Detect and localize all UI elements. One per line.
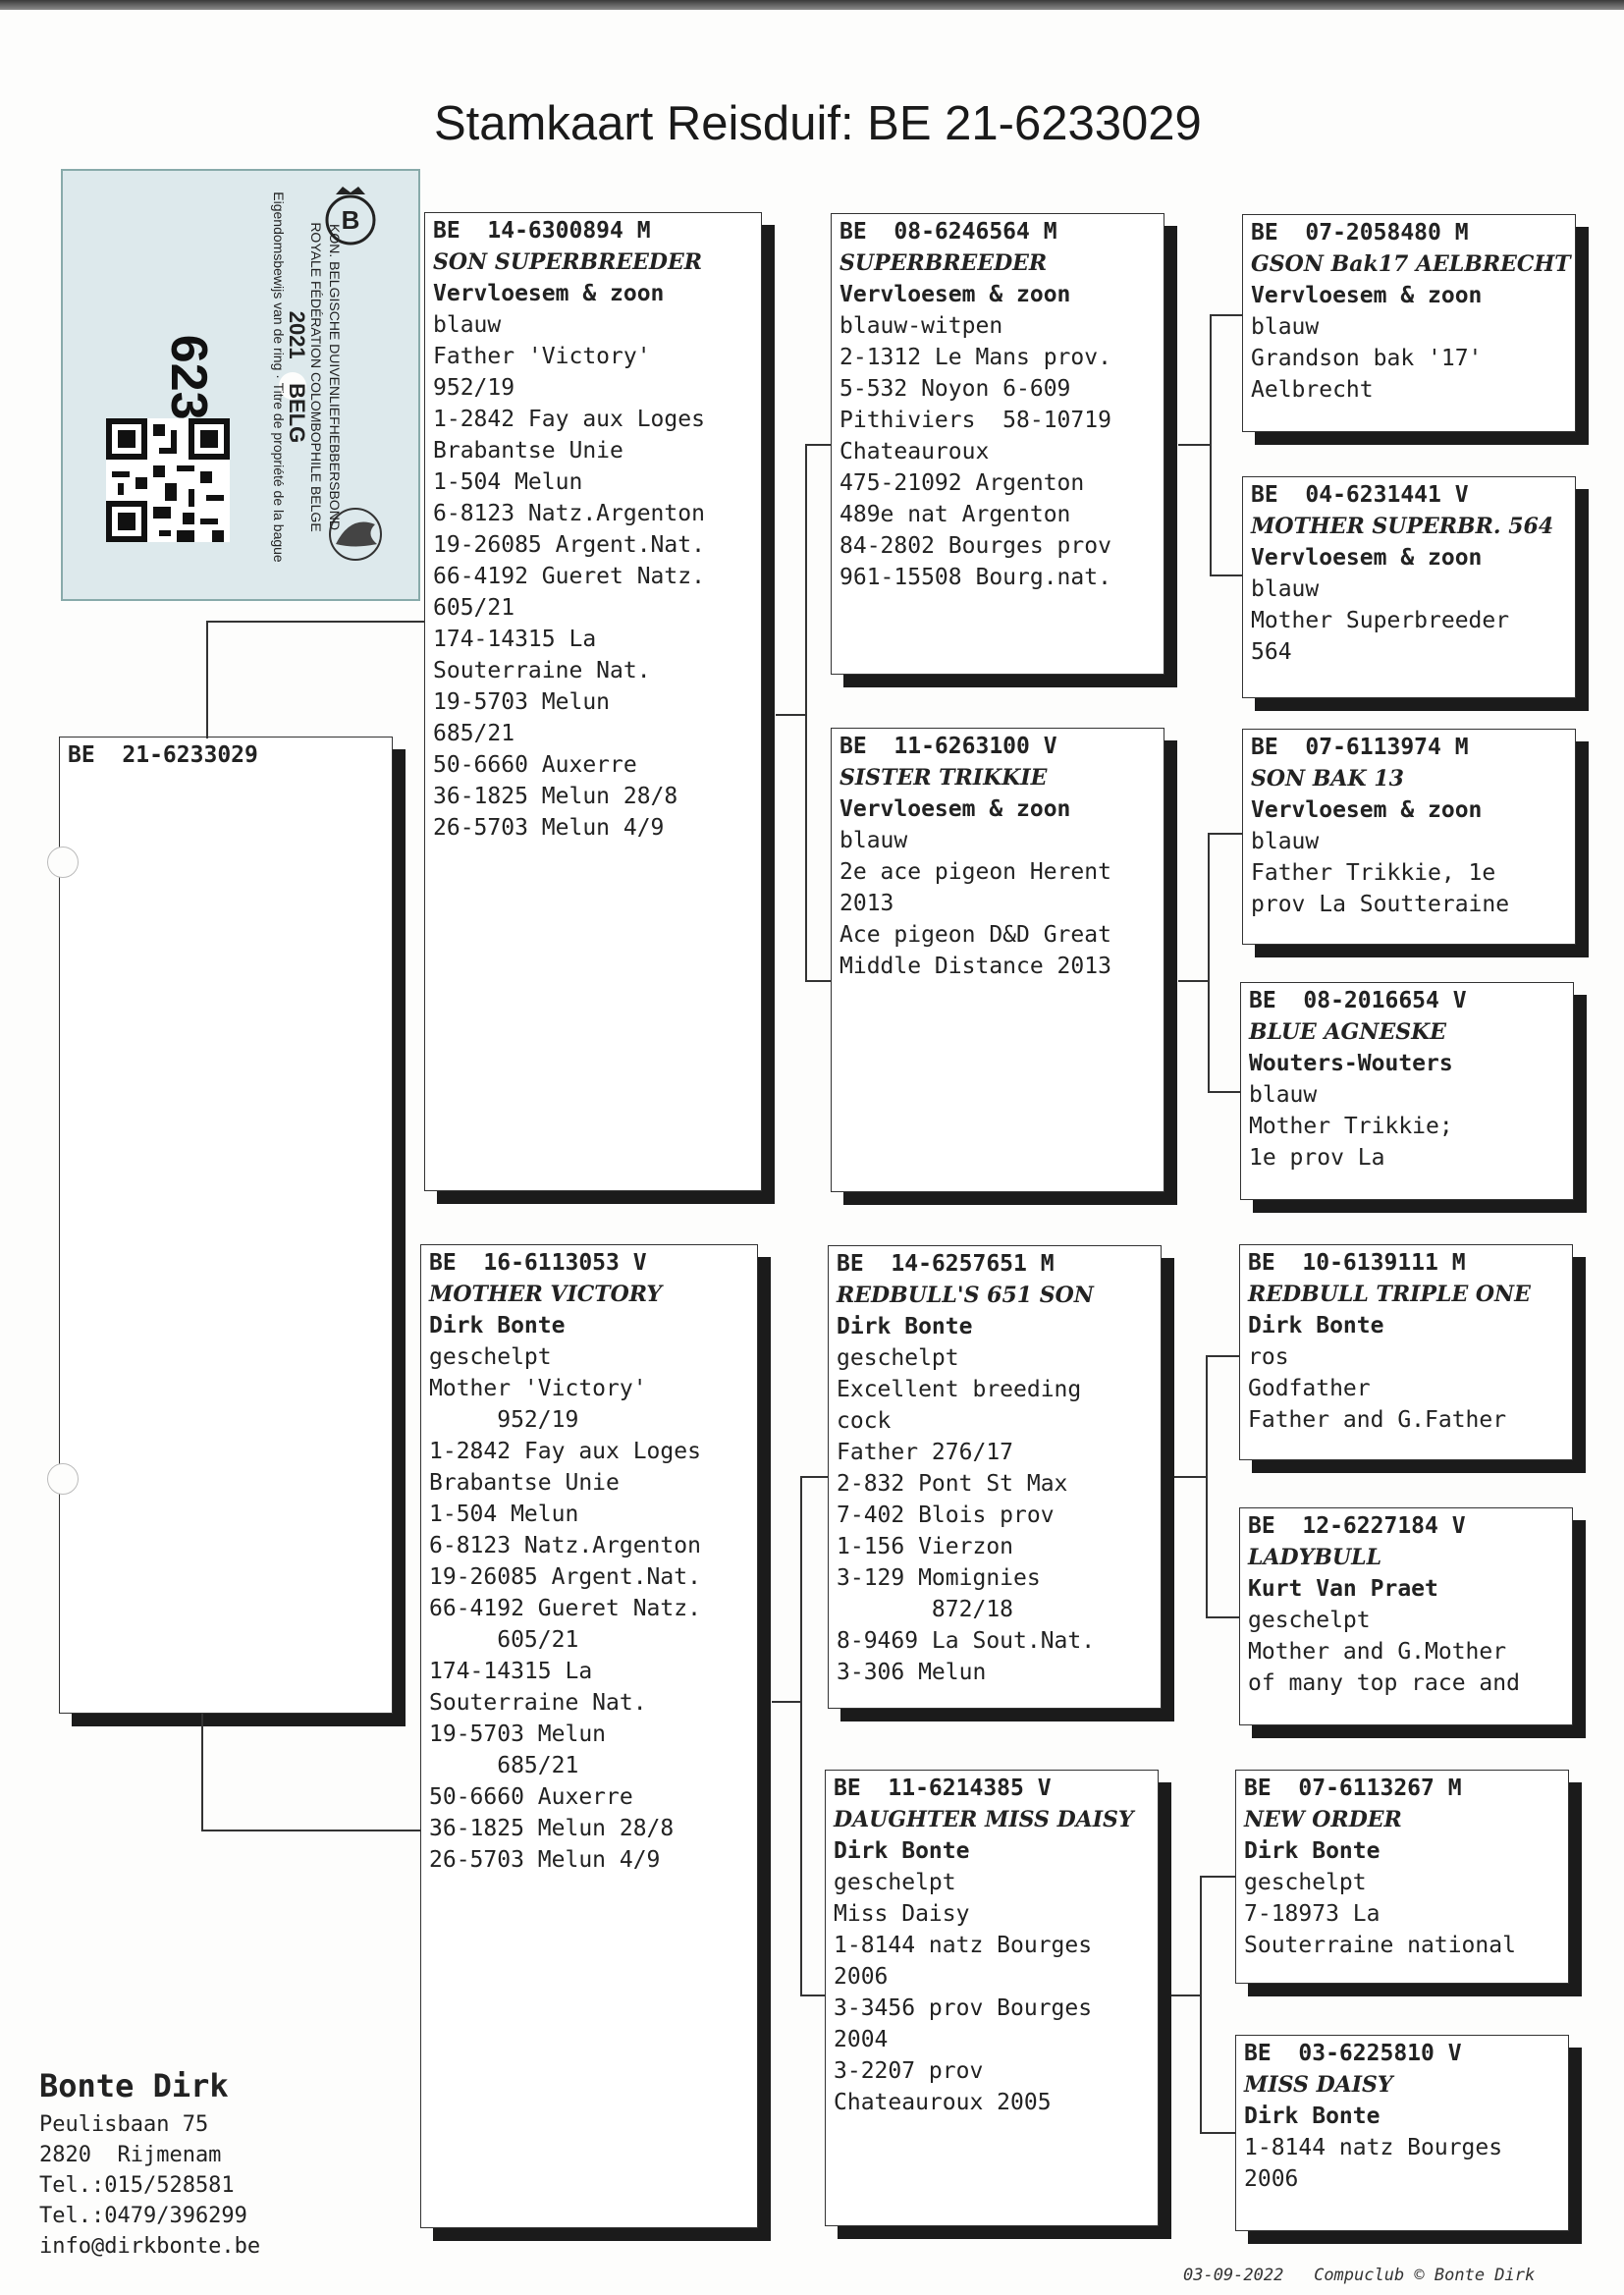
breeder-mobile: Tel.:0479/396299 [39, 2204, 247, 2228]
connector-line [1174, 1476, 1206, 1478]
ggp-detail: blauw [1251, 829, 1320, 854]
great-grandparent-card [1239, 1507, 1573, 1725]
pgm-ring: BE 11-6263100 V [839, 734, 1057, 759]
federation-name-nl: KON. BELGISCHE DUIVENLIEFHEBBERSBOND [327, 224, 343, 530]
ggp-detail: 2006 [1244, 2166, 1299, 2192]
ggp-owner: Vervloesem & zoon [1251, 545, 1483, 571]
connector-line [1206, 1355, 1208, 1617]
mother-detail: 1-2842 Fay aux Loges [429, 1439, 701, 1464]
great-grandparent-card [1239, 1244, 1573, 1460]
breeder-phone: Tel.:015/528581 [39, 2173, 235, 2198]
maternal-grandmother-card [825, 1770, 1159, 2226]
mgm-detail: Chateauroux 2005 [834, 2090, 1052, 2115]
father-owner: Vervloesem & zoon [433, 281, 665, 306]
ggp-detail: ros [1248, 1344, 1289, 1370]
pgf-detail: 5-532 Noyon 6-609 [839, 376, 1071, 402]
mgm-name: DAUGHTER MISS DAISY [834, 1807, 1134, 1832]
mgm-detail: Miss Daisy [834, 1901, 970, 1927]
mgf-owner: Dirk Bonte [837, 1314, 973, 1339]
pgf-detail: 84-2802 Bourges prov [839, 533, 1111, 559]
father-detail: 1-2842 Fay aux Loges [433, 407, 705, 432]
ggp-owner: Vervloesem & zoon [1251, 283, 1483, 308]
ggp-ring: BE 07-6113974 M [1251, 735, 1469, 760]
federation-name-fr: ROYALE FÉDÉRATION COLOMBOPHILE BELGE [308, 222, 324, 532]
ring-year: 2021 [285, 310, 309, 359]
connector-line [1206, 1355, 1239, 1357]
ggp-detail: 1e prov La [1249, 1145, 1385, 1171]
ggp-detail: Aelbrecht [1251, 377, 1374, 403]
pgf-detail: Chateauroux [839, 439, 990, 464]
pgf-owner: Vervloesem & zoon [839, 282, 1071, 307]
mother-detail: 174-14315 La [429, 1659, 593, 1684]
mgm-detail: 3-2207 prov [834, 2058, 984, 2084]
mother-detail: 36-1825 Melun 28/8 [429, 1816, 675, 1841]
father-detail: blauw [433, 312, 502, 338]
pgm-name: SISTER TRIKKIE [839, 765, 1048, 791]
ggp-ring: BE 08-2016654 V [1249, 988, 1467, 1013]
ggp-detail: blauw [1251, 314, 1320, 340]
ggp-detail: Souterraine national [1244, 1933, 1516, 1958]
father-detail: Souterraine Nat. [433, 658, 651, 683]
mgf-detail: Father 276/17 [837, 1440, 1014, 1465]
mgf-ring: BE 14-6257651 M [837, 1251, 1055, 1277]
ggp-detail: Father Trikkie, 1e [1251, 860, 1496, 886]
father-detail: 174-14315 La [433, 627, 597, 652]
connector-line [1206, 1616, 1239, 1618]
paternal-grandfather-card [831, 213, 1164, 675]
mother-name: MOTHER VICTORY [429, 1282, 663, 1307]
qr-code-icon [106, 418, 230, 542]
breeder-name: Bonte Dirk [39, 2067, 229, 2104]
ggp-name: SON BAK 13 [1251, 766, 1404, 792]
mgf-detail: cock [837, 1408, 892, 1434]
father-card [424, 212, 762, 1191]
mother-detail: Souterraine Nat. [429, 1690, 647, 1716]
connector-line [800, 1476, 828, 1478]
ggp-detail: blauw [1249, 1082, 1318, 1108]
mgm-ring: BE 11-6214385 V [834, 1776, 1052, 1801]
ggp-name: REDBULL TRIPLE ONE [1248, 1282, 1531, 1307]
mgm-detail: 2006 [834, 1964, 889, 1990]
mgm-detail: 2004 [834, 2027, 889, 2052]
connector-line [1171, 1994, 1200, 1996]
mgf-detail: Excellent breeding [837, 1377, 1082, 1402]
connector-line [1200, 1876, 1202, 2133]
ggp-name: BLUE AGNESKE [1249, 1019, 1446, 1045]
mgm-detail: geschelpt [834, 1870, 956, 1895]
ggp-name: LADYBULL [1248, 1545, 1382, 1570]
ggp-owner: Dirk Bonte [1248, 1313, 1384, 1339]
ggp-detail: prov La Soutteraine [1251, 892, 1510, 917]
breeder-city: 2820 Rijmenam [39, 2143, 222, 2167]
ggp-detail: 7-18973 La [1244, 1901, 1380, 1927]
binder-hole [47, 1463, 79, 1495]
connector-line [1208, 1091, 1240, 1093]
pgm-detail: 2013 [839, 891, 894, 916]
ownership-text: Eigendomsbewijs van de ring · Titre de propriété de la bague [271, 191, 287, 563]
mgf-detail: 8-9469 La Sout.Nat. [837, 1628, 1096, 1654]
mgf-detail: 1-156 Vierzon [837, 1534, 1014, 1559]
ggp-detail: Grandson bak '17' [1251, 346, 1483, 371]
ggp-detail: geschelpt [1248, 1608, 1371, 1633]
ggp-ring: BE 07-2058480 M [1251, 220, 1469, 246]
mother-detail: 952/19 [429, 1407, 579, 1433]
connector-line [1200, 2132, 1235, 2134]
ggp-detail: Mother Superbreeder [1251, 608, 1510, 633]
mother-card [420, 1244, 758, 2228]
father-detail: Brabantse Unie [433, 438, 623, 464]
ggp-detail: 1-8144 natz Bourges [1244, 2135, 1503, 2160]
print-stamp [1183, 2266, 1535, 2285]
connector-line [201, 1714, 203, 1831]
ggp-owner: Dirk Bonte [1244, 2104, 1380, 2129]
pgf-ring: BE 08-6246564 M [839, 219, 1057, 245]
mother-detail: 19-5703 Melun [429, 1721, 607, 1747]
connector-line [1178, 444, 1210, 446]
pgf-detail: 475-21092 Argenton [839, 470, 1085, 496]
pgm-detail: Ace pigeon D&D Great [839, 922, 1111, 948]
connector-line [1210, 314, 1242, 316]
ggp-detail: Mother Trikkie; [1249, 1114, 1453, 1139]
great-grandparent-card [1235, 2035, 1569, 2231]
mother-detail: 685/21 [429, 1753, 579, 1778]
connector-line [776, 714, 805, 716]
ggp-name: MOTHER SUPERBR. 564 [1251, 514, 1554, 539]
father-detail: 50-6660 Auxerre [433, 752, 637, 778]
mgm-detail: 1-8144 natz Bourges [834, 1933, 1093, 1958]
great-grandparent-card [1242, 476, 1576, 698]
scan-edge [0, 0, 1624, 10]
great-grandparent-card [1242, 214, 1576, 432]
connector-line [1210, 574, 1242, 576]
connector-line [805, 444, 807, 982]
connector-line [1178, 980, 1208, 982]
father-detail: 26-5703 Melun 4/9 [433, 815, 665, 841]
subject-ring: BE 21-6233029 [68, 742, 258, 768]
father-detail: 605/21 [433, 595, 515, 621]
ring-country: BELG [285, 383, 309, 444]
maternal-grandfather-card [828, 1245, 1162, 1709]
great-grandparent-card [1240, 982, 1574, 1200]
father-detail: 685/21 [433, 721, 515, 746]
pgf-detail: 961-15508 Bourg.nat. [839, 565, 1111, 590]
binder-hole [47, 847, 79, 878]
mother-owner: Dirk Bonte [429, 1313, 566, 1339]
connector-line [206, 621, 208, 738]
father-ring: BE 14-6300894 M [433, 218, 651, 244]
ggp-ring: BE 10-6139111 M [1248, 1250, 1466, 1276]
mgf-detail: geschelpt [837, 1345, 959, 1371]
connector-line [201, 1830, 420, 1831]
ggp-detail: of many top race and [1248, 1670, 1520, 1696]
mgf-name: REDBULL'S 651 SON [837, 1283, 1094, 1308]
pgf-name: SUPERBREEDER [839, 250, 1048, 276]
ggp-name: GSON Bak17 AELBRECHT [1251, 251, 1571, 277]
pgf-detail: blauw-witpen [839, 313, 1003, 339]
ggp-detail: Father and G.Father [1248, 1407, 1507, 1433]
mother-detail: Brabantse Unie [429, 1470, 620, 1496]
mgm-detail: 3-3456 prov Bourges [834, 1995, 1093, 2021]
mgf-detail: 3-129 Momignies [837, 1565, 1041, 1591]
breeder-email: info@dirkbonte.be [39, 2234, 261, 2259]
father-detail: Father 'Victory' [433, 344, 651, 369]
connector-line [805, 444, 831, 446]
ring-ownership-card [61, 169, 420, 601]
ggp-detail: blauw [1251, 576, 1320, 602]
mother-detail: geschelpt [429, 1344, 552, 1370]
mother-detail: 1-504 Melun [429, 1502, 579, 1527]
ggp-detail: Godfather [1248, 1376, 1371, 1401]
pgf-detail: 489e nat Argenton [839, 502, 1071, 527]
father-detail: 36-1825 Melun 28/8 [433, 784, 678, 809]
page-title: Stamkaart Reisduif: BE 21-6233029 [434, 97, 1202, 150]
connector-line [800, 1994, 825, 1996]
mother-detail: 26-5703 Melun 4/9 [429, 1847, 661, 1873]
mother-detail: Mother 'Victory' [429, 1376, 647, 1401]
father-detail: 19-5703 Melun [433, 689, 611, 715]
mother-detail: 6-8123 Natz.Argenton [429, 1533, 701, 1558]
father-detail: 952/19 [433, 375, 515, 401]
mother-ring: BE 16-6113053 V [429, 1250, 647, 1276]
father-detail: 66-4192 Gueret Natz. [433, 564, 705, 589]
mgf-detail: 7-402 Blois prov [837, 1503, 1055, 1528]
mother-detail: 50-6660 Auxerre [429, 1784, 633, 1810]
pgm-detail: 2e ace pigeon Herent [839, 859, 1111, 885]
great-grandparent-card [1235, 1770, 1569, 1984]
great-grandparent-card [1242, 729, 1576, 945]
paternal-grandmother-card [831, 728, 1164, 1192]
subject-pigeon-card [59, 737, 393, 1714]
ggp-detail: 564 [1251, 639, 1292, 665]
ggp-owner: Wouters-Wouters [1249, 1051, 1453, 1076]
connector-line [800, 1476, 802, 1996]
ggp-name: MISS DAISY [1244, 2072, 1393, 2098]
connector-line [1208, 833, 1242, 835]
mother-detail: 66-4192 Gueret Natz. [429, 1596, 701, 1621]
pgm-owner: Vervloesem & zoon [839, 796, 1071, 822]
ggp-ring: BE 12-6227184 V [1248, 1513, 1466, 1539]
print-credit: Compuclub © Bonte Dirk [1314, 2266, 1536, 2285]
mgf-detail: 872/18 [837, 1597, 1014, 1622]
ggp-name: NEW ORDER [1244, 1807, 1402, 1832]
ggp-ring: BE 07-6113267 M [1244, 1776, 1462, 1801]
mother-detail: 605/21 [429, 1627, 579, 1653]
ggp-owner: Kurt Van Praet [1248, 1576, 1438, 1602]
pgf-detail: Pithiviers 58-10719 [839, 408, 1111, 433]
father-name: SON SUPERBREEDER [433, 249, 703, 275]
connector-line [206, 621, 424, 623]
ggp-detail: geschelpt [1244, 1870, 1367, 1895]
ring-card-text [269, 191, 344, 562]
ggp-owner: Dirk Bonte [1244, 1838, 1380, 1864]
mother-detail: 19-26085 Argent.Nat. [429, 1564, 701, 1590]
connector-line [1208, 833, 1210, 1092]
ggp-detail: Mother and G.Mother [1248, 1639, 1507, 1665]
connector-line [1210, 314, 1212, 575]
pgf-detail: 2-1312 Le Mans prov. [839, 345, 1111, 370]
pgm-detail: blauw [839, 828, 908, 853]
ggp-ring: BE 03-6225810 V [1244, 2041, 1462, 2066]
svg-text:B: B [341, 205, 360, 235]
print-date: 03-09-2022 [1183, 2266, 1284, 2285]
breeder-address: Peulisbaan 75 [39, 2112, 209, 2137]
connector-line [772, 1701, 801, 1703]
mgm-owner: Dirk Bonte [834, 1838, 970, 1864]
connector-line [805, 980, 831, 982]
pgm-detail: Middle Distance 2013 [839, 954, 1111, 979]
father-detail: 19-26085 Argent.Nat. [433, 532, 705, 558]
father-detail: 1-504 Melun [433, 469, 583, 495]
ggp-ring: BE 04-6231441 V [1251, 482, 1469, 508]
father-detail: 6-8123 Natz.Argenton [433, 501, 705, 526]
mgf-detail: 3-306 Melun [837, 1660, 987, 1685]
ggp-owner: Vervloesem & zoon [1251, 797, 1483, 823]
connector-line [1200, 1876, 1235, 1878]
mgf-detail: 2-832 Pont St Max [837, 1471, 1068, 1497]
